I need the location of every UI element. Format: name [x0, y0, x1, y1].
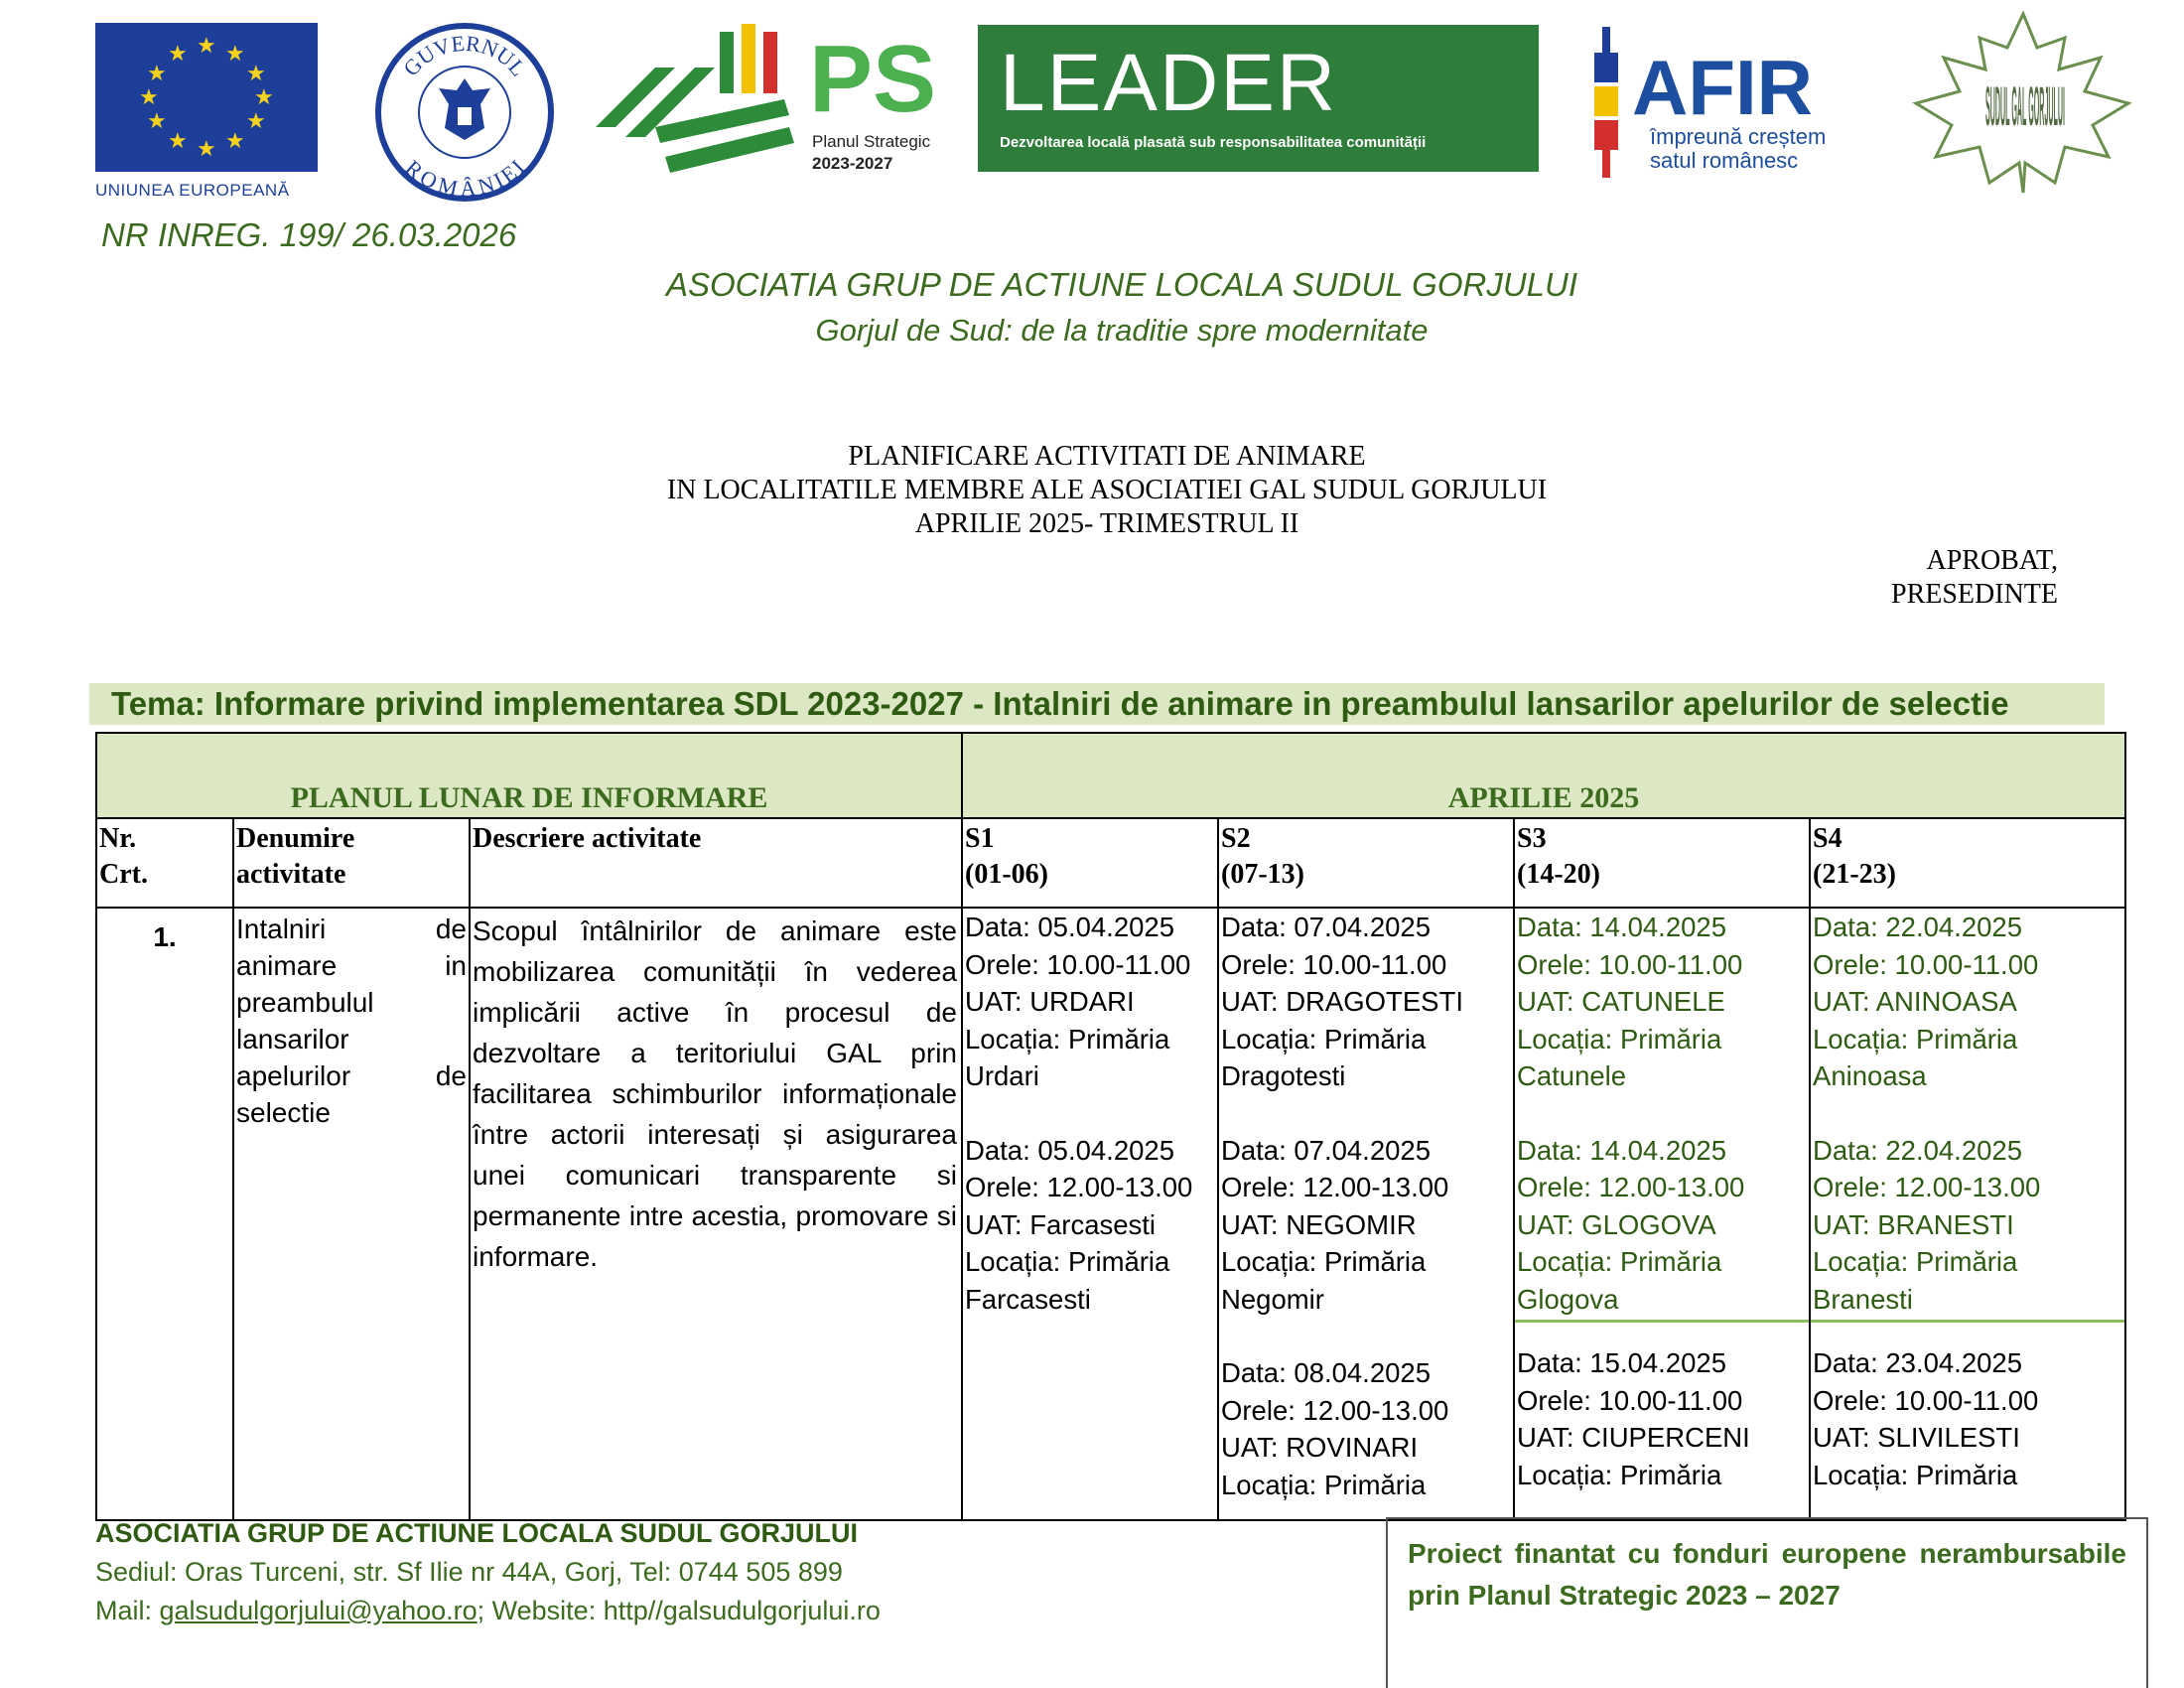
meeting-entry	[965, 1132, 1215, 1319]
meeting-hours: Orele: 10.00-11.00	[1813, 1384, 2039, 1416]
week-s2-cell	[1218, 908, 1514, 1520]
title-line-3: APRILIE 2025- TRIMESTRUL II	[914, 508, 1299, 539]
meeting-date: Data: 07.04.2025	[1221, 912, 1432, 942]
meeting-uat: UAT: URDARI	[965, 986, 1135, 1017]
meeting-location-label: Locația: Primăria	[1221, 1469, 1427, 1500]
week-s4-cell	[1810, 908, 2125, 1520]
col-s4-header	[1810, 818, 2125, 908]
meeting-uat: UAT: ANINOASA	[1813, 986, 2017, 1017]
week-label: S2	[1221, 823, 1251, 854]
meeting-location-label: Locația: Primăria	[1517, 1459, 1722, 1490]
eagle-icon	[439, 78, 490, 140]
planul-strategic-logo	[586, 20, 943, 179]
meeting-entry	[1517, 909, 1807, 1095]
col-s1-header	[962, 818, 1218, 908]
week-range: (21-23)	[1813, 859, 1896, 890]
meeting-location-label: Locația: Primăria	[965, 1023, 1170, 1055]
meeting-hours: Orele: 12.00-13.00	[1221, 1394, 1449, 1426]
meeting-location: Branesti	[1813, 1283, 1913, 1315]
meeting-uat: UAT: ROVINARI	[1221, 1432, 1419, 1463]
meeting-date: Data: 22.04.2025	[1813, 912, 2023, 942]
row-number: 1.	[96, 908, 233, 1520]
svg-text:ROMÂNIEI	[401, 155, 530, 196]
meeting-location: Aninoasa	[1813, 1060, 1927, 1091]
gov-seal-top-text: GUVERNUL	[398, 30, 531, 81]
leader-title: LEADER	[1000, 38, 1338, 128]
col-denumire-line1: Denumire	[236, 823, 355, 854]
meeting-hours: Orele: 12.00-13.00	[1813, 1172, 2041, 1202]
meeting-entry	[1813, 909, 2122, 1095]
meeting-location-label: Locația: Primăria	[965, 1246, 1170, 1277]
afir-line1: împreună creștem	[1650, 124, 1827, 149]
week-label: S1	[965, 823, 995, 854]
col-nr-line2: Crt.	[99, 859, 148, 890]
meeting-date: Data: 15.04.2025	[1517, 1347, 1727, 1378]
meeting-location: Farcasesti	[965, 1283, 1091, 1315]
table-row	[96, 908, 2125, 1520]
col-denumire-line2: activitate	[236, 859, 346, 890]
meeting-date: Data: 07.04.2025	[1221, 1134, 1432, 1166]
afir-logo	[1588, 23, 1837, 182]
leader-subtitle: Dezvoltarea locală plasată sub responsabilitatea comunității	[1000, 134, 1427, 151]
col-nr-line1: Nr.	[99, 823, 137, 854]
afir-line2: satul românesc	[1650, 148, 1799, 173]
week-label: S3	[1517, 823, 1547, 854]
meeting-date: Data: 14.04.2025	[1517, 1134, 1727, 1166]
header-month: APRILIE 2025	[962, 733, 2125, 818]
meeting-date: Data: 23.04.2025	[1813, 1347, 2023, 1378]
mail-label: Mail:	[95, 1596, 160, 1625]
afir-title: AFIR	[1632, 44, 1813, 131]
week-range: (07-13)	[1221, 859, 1304, 890]
meeting-location-label: Locația: Primăria	[1813, 1246, 2018, 1277]
ps-line1: Planul Strategic	[812, 132, 931, 151]
funding-box: Proiect finantat cu fonduri europene nerambursabile prin Planul Strategic 2023 – 2027	[1386, 1517, 2148, 1688]
meeting-uat: UAT: GLOGOVA	[1517, 1208, 1716, 1240]
meeting-location: Catunele	[1517, 1060, 1627, 1091]
meeting-entry	[1221, 909, 1511, 1095]
title-line-2: IN LOCALITATILE MEMBRE ALE ASOCIATIEI GAL SUDUL GORJULUI	[666, 475, 1548, 505]
col-nr-header	[96, 818, 233, 908]
meeting-entry	[1813, 1344, 2122, 1493]
meeting-uat: UAT: BRANESTI	[1813, 1208, 2014, 1240]
motto: Gorjul de Sud: de la traditie spre modernitate	[815, 313, 1429, 348]
ps-mark: PS	[809, 26, 937, 132]
footer-name: ASOCIATIA GRUP DE ACTIUNE LOCALA SUDUL GORJULUI	[95, 1518, 859, 1548]
green-divider	[1515, 1320, 1809, 1323]
svg-text:GUVERNUL	[398, 31, 531, 81]
meeting-uat: UAT: DRAGOTESTI	[1221, 986, 1463, 1017]
meeting-entry	[1517, 1344, 1807, 1493]
col-descriere-header: Descriere activitate	[470, 818, 962, 908]
week-range: (01-06)	[965, 859, 1048, 890]
meeting-location-label: Locația: Primăria	[1517, 1023, 1722, 1055]
meeting-hours: Orele: 10.00-11.00	[965, 948, 1191, 980]
meeting-hours: Orele: 10.00-11.00	[1221, 948, 1447, 980]
meeting-entry	[1813, 1132, 2122, 1319]
approval-line-1: APROBAT,	[1926, 545, 2058, 576]
theme-banner: Tema: Informare privind implementarea SDL 2023-2027 - Intalniri de animare in preambulul lansarilor apelurilor de selectie	[89, 683, 2105, 725]
week-s3-cell	[1514, 908, 1810, 1520]
approval-block	[1891, 544, 2058, 612]
eu-caption: UNIUNEA EUROPEANĂ	[95, 181, 290, 200]
meeting-hours: Orele: 12.00-13.00	[1517, 1172, 1745, 1202]
meeting-uat: UAT: CIUPERCENI	[1517, 1422, 1750, 1453]
meeting-date: Data: 05.04.2025	[965, 1134, 1175, 1166]
ps-line2: 2023-2027	[812, 154, 893, 173]
meeting-uat: UAT: NEGOMIR	[1221, 1208, 1417, 1240]
eu-flag-logo: ★ ★ ★ ★ ★ ★ ★ ★ ★ ★ ★ ★	[95, 23, 318, 172]
table-header-row-1	[96, 733, 2125, 818]
meeting-hours: Orele: 10.00-11.00	[1517, 948, 1743, 980]
meeting-hours: Orele: 10.00-11.00	[1813, 948, 2039, 980]
association-name: ASOCIATIA GRUP DE ACTIUNE LOCALA SUDUL GORJULUI	[665, 266, 1578, 303]
meeting-hours: Orele: 12.00-13.00	[1221, 1172, 1449, 1202]
meeting-location: Glogova	[1517, 1283, 1619, 1315]
meeting-uat: UAT: Farcasesti	[965, 1208, 1157, 1240]
meeting-location: Negomir	[1221, 1283, 1324, 1315]
registration-number: NR INREG. 199/ 26.03.2026	[101, 216, 517, 253]
activity-description: Scopul întâlnirilor de animare este mobilizarea comunității în vederea implicării active în procesul de dezvoltare a teritoriului GAL prin facilitarea schimburilor informaționale între actorii interesați și asigurarea unei comunicari transparente si permanente intre acestia, promovare si informare.	[470, 908, 962, 1520]
col-denumire-header	[233, 818, 470, 908]
approval-line-2: PRESEDINTE	[1891, 579, 2058, 610]
green-divider	[1811, 1320, 2124, 1323]
meeting-hours: Orele: 10.00-11.00	[1517, 1384, 1743, 1416]
gal-leaf-logo	[1906, 8, 2139, 197]
meeting-location: Dragotesti	[1221, 1060, 1346, 1091]
title-line-1: PLANIFICARE ACTIVITATI DE ANIMARE	[848, 441, 1366, 472]
meeting-hours: Orele: 12.00-13.00	[965, 1172, 1193, 1202]
meeting-entry	[965, 909, 1215, 1095]
wheat-icon	[1594, 27, 1618, 178]
meeting-location: Urdari	[965, 1060, 1039, 1091]
leader-logo	[978, 25, 1539, 172]
footer-address: Sediul: Oras Turceni, str. Sf Ilie nr 44A, Gorj, Tel: 0744 505 899	[95, 1557, 843, 1587]
website-text: ; Website: http//galsudulgorjului.ro	[477, 1596, 881, 1625]
stripes-icon	[596, 24, 794, 173]
meeting-location-label: Locația: Primăria	[1517, 1246, 1722, 1277]
gov-seal-bottom-text: ROMÂNIEI	[400, 154, 530, 196]
government-seal-logo	[375, 23, 554, 202]
meeting-date: Data: 05.04.2025	[965, 912, 1175, 942]
meeting-date: Data: 08.04.2025	[1221, 1357, 1432, 1388]
col-s2-header	[1218, 818, 1514, 908]
meeting-entry	[1221, 1132, 1511, 1319]
activity-name: Intalniri de animare in preambulul lansarilor apelurilor de selectie	[233, 908, 470, 1520]
week-label: S4	[1813, 823, 1843, 854]
gal-logo-text: SUDUL GAL GORJULUI	[1985, 74, 2065, 137]
meeting-date: Data: 14.04.2025	[1517, 912, 1727, 942]
meeting-location-label: Locația: Primăria	[1813, 1459, 2018, 1490]
meeting-uat: UAT: CATUNELE	[1517, 986, 1725, 1017]
email-link[interactable]: galsudulgorjului@yahoo.ro	[159, 1596, 478, 1625]
meeting-location-label: Locația: Primăria	[1221, 1246, 1427, 1277]
activity-plan-table	[95, 732, 2126, 1521]
table-header-row-2	[96, 818, 2125, 908]
meeting-date: Data: 22.04.2025	[1813, 1134, 2023, 1166]
week-s1-cell	[962, 908, 1218, 1520]
meeting-entry	[1517, 1132, 1807, 1319]
meeting-uat: UAT: SLIVILESTI	[1813, 1422, 2020, 1453]
header-plan-lunar: PLANUL LUNAR DE INFORMARE	[96, 733, 962, 818]
col-s3-header	[1514, 818, 1810, 908]
meeting-entry	[1221, 1354, 1511, 1503]
week-range: (14-20)	[1517, 859, 1600, 890]
footer-contact	[95, 1514, 881, 1630]
meeting-location-label: Locația: Primăria	[1221, 1023, 1427, 1055]
meeting-location-label: Locația: Primăria	[1813, 1023, 2018, 1055]
footer-contact-line	[95, 1592, 881, 1630]
